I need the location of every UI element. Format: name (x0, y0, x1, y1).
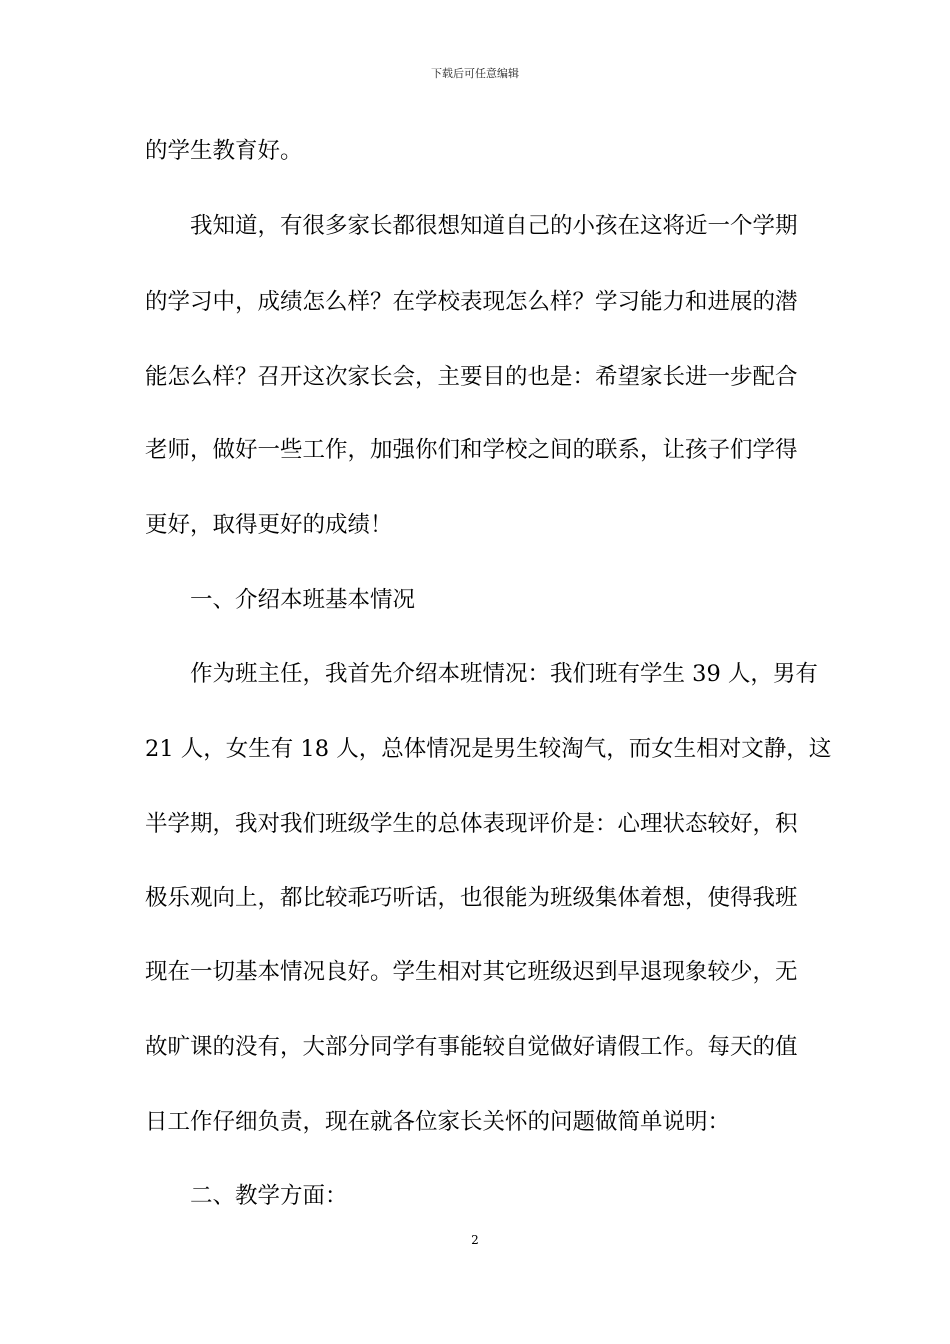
text-line: 的学习中，成绩怎么样？在学校表现怎么样？学习能力和进展的潜 (145, 289, 798, 315)
section-heading: 二、教学方面： (190, 1183, 348, 1209)
text-line: 半学期，我对我们班级学生的总体表现评价是：心理状态较好，积 (145, 811, 798, 837)
text-line: 更好，取得更好的成绩！ (145, 512, 393, 538)
text-line: 日工作仔细负责，现在就各位家长关怀的问题做简单说明： (145, 1109, 731, 1135)
text-line: 能怎么样？召开这次家长会，主要目的也是：希望家长进一步配合 (145, 364, 798, 390)
paragraph-first-line: 我知道，有很多家长都很想知道自己的小孩在这将近一个学期 (190, 213, 798, 239)
page-number: 2 (471, 1233, 479, 1247)
text-line: 老师，做好一些工作，加强你们和学校之间的联系，让孩子们学得 (145, 437, 798, 463)
text-line: 极乐观向上，都比较乖巧听话，也很能为班级集体着想，使得我班 (145, 885, 798, 911)
text-line: 21 人，女生有 18 人，总体情况是男生较淘气，而女生相对文静，这 (145, 736, 832, 762)
page-header-note: 下载后可任意编辑 (431, 67, 519, 80)
text-line: 的学生教育好。 (145, 138, 303, 164)
text-line: 故旷课的没有，大部分同学有事能较自觉做好请假工作。每天的值 (145, 1034, 798, 1060)
text-line: 现在一切基本情况良好。学生相对其它班级迟到早退现象较少，无 (145, 959, 798, 985)
section-heading: 一、介绍本班基本情况 (190, 587, 416, 613)
paragraph-first-line: 作为班主任，我首先介绍本班情况：我们班有学生 39 人，男有 (190, 661, 818, 687)
